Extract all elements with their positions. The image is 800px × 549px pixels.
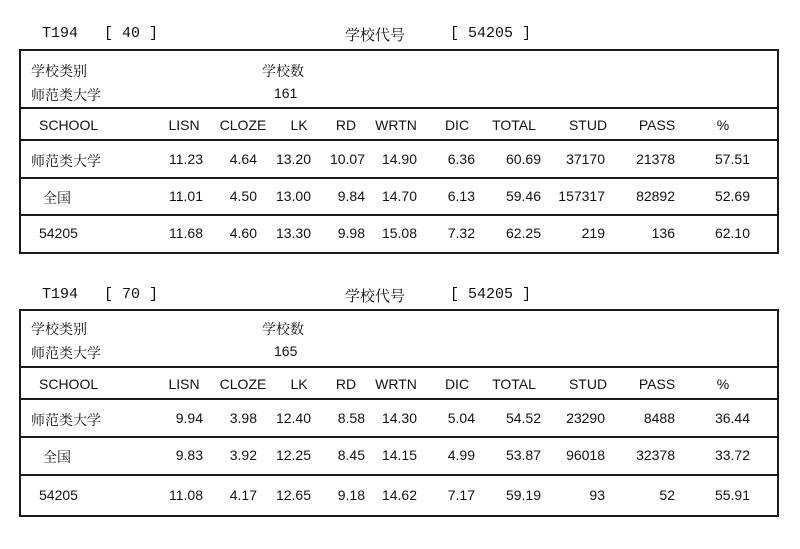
column-header-stud: STUD bbox=[568, 376, 608, 392]
lisn-cell: 9.94 bbox=[175, 410, 203, 426]
count-value: 161 bbox=[274, 85, 298, 101]
cloze-cell: 4.50 bbox=[229, 188, 257, 204]
divider bbox=[21, 107, 777, 109]
column-header-cloze: CLOZE bbox=[219, 376, 267, 392]
stud-cell: 23290 bbox=[566, 410, 605, 426]
stud-cell: 96018 bbox=[566, 447, 605, 463]
percent-cell: 57.51 bbox=[714, 151, 750, 167]
column-header-rd: RD bbox=[335, 376, 357, 392]
wrtn-cell: 14.70 bbox=[381, 188, 417, 204]
category-label: 学校类别 bbox=[31, 63, 87, 79]
wrtn-cell: 15.08 bbox=[381, 225, 417, 241]
lk-cell: 12.65 bbox=[275, 487, 311, 503]
school-cell: 师范类大学 bbox=[31, 153, 101, 169]
dic-cell: 7.32 bbox=[447, 225, 475, 241]
lisn-cell: 9.83 bbox=[175, 447, 203, 463]
pass-cell: 21378 bbox=[636, 151, 675, 167]
school-cell: 全国 bbox=[43, 449, 71, 465]
column-header-lk: LK bbox=[290, 117, 308, 133]
test-code: T194 bbox=[42, 25, 79, 42]
count-value: 165 bbox=[274, 343, 298, 359]
total-cell: 54.52 bbox=[505, 410, 541, 426]
divider bbox=[21, 398, 777, 400]
wrtn-cell: 14.30 bbox=[381, 410, 417, 426]
bracket-code: [ 70 ] bbox=[104, 286, 159, 303]
lk-cell: 13.20 bbox=[275, 151, 311, 167]
rd-cell: 9.98 bbox=[337, 225, 365, 241]
divider bbox=[21, 474, 777, 476]
wrtn-cell: 14.62 bbox=[381, 487, 417, 503]
column-header-lisn: LISN bbox=[168, 117, 200, 133]
report-table bbox=[19, 309, 779, 517]
rd-cell: 8.58 bbox=[337, 410, 365, 426]
count-label: 学校数 bbox=[262, 321, 304, 337]
school-code-value: [ 54205 ] bbox=[450, 25, 532, 42]
category-value: 师范类大学 bbox=[31, 87, 101, 103]
column-header-total: TOTAL bbox=[492, 117, 536, 133]
stud-cell: 93 bbox=[589, 487, 605, 503]
total-cell: 59.46 bbox=[505, 188, 541, 204]
column-header-lisn: LISN bbox=[168, 376, 200, 392]
dic-cell: 4.99 bbox=[447, 447, 475, 463]
wrtn-cell: 14.90 bbox=[381, 151, 417, 167]
pass-cell: 32378 bbox=[636, 447, 675, 463]
column-header-percent: % bbox=[716, 117, 730, 133]
percent-cell: 52.69 bbox=[714, 188, 750, 204]
dic-cell: 6.36 bbox=[447, 151, 475, 167]
lisn-cell: 11.01 bbox=[169, 188, 203, 204]
school-code-label: 学校代号 bbox=[345, 27, 406, 44]
percent-cell: 55.91 bbox=[714, 487, 750, 503]
count-label: 学校数 bbox=[262, 63, 304, 79]
category-value: 师范类大学 bbox=[31, 345, 101, 361]
cloze-cell: 3.98 bbox=[229, 410, 257, 426]
column-header-pass: PASS bbox=[638, 376, 676, 392]
rd-cell: 9.84 bbox=[337, 188, 365, 204]
percent-cell: 62.10 bbox=[714, 225, 750, 241]
divider bbox=[21, 366, 777, 368]
lisn-cell: 11.68 bbox=[169, 225, 203, 241]
cloze-cell: 4.17 bbox=[229, 487, 257, 503]
school-code-label: 学校代号 bbox=[345, 288, 406, 305]
dic-cell: 7.17 bbox=[447, 487, 475, 503]
total-cell: 53.87 bbox=[505, 447, 541, 463]
dic-cell: 5.04 bbox=[447, 410, 475, 426]
pass-cell: 8488 bbox=[643, 410, 675, 426]
column-header-school: SCHOOL bbox=[39, 376, 99, 392]
lisn-cell: 11.23 bbox=[169, 151, 203, 167]
report-table bbox=[19, 49, 779, 254]
stud-cell: 219 bbox=[581, 225, 605, 241]
stud-cell: 157317 bbox=[558, 188, 605, 204]
percent-cell: 33.72 bbox=[714, 447, 750, 463]
divider bbox=[21, 139, 777, 141]
test-code: T194 bbox=[42, 286, 79, 303]
pass-cell: 82892 bbox=[636, 188, 675, 204]
school-cell: 师范类大学 bbox=[31, 412, 101, 428]
school-cell: 全国 bbox=[43, 190, 71, 206]
column-header-total: TOTAL bbox=[492, 376, 536, 392]
column-header-stud: STUD bbox=[568, 117, 608, 133]
category-label: 学校类别 bbox=[31, 321, 87, 337]
divider bbox=[21, 436, 777, 438]
lk-cell: 12.40 bbox=[275, 410, 311, 426]
column-header-wrtn: WRTN bbox=[375, 117, 417, 133]
lk-cell: 13.00 bbox=[275, 188, 311, 204]
rd-cell: 9.18 bbox=[337, 487, 365, 503]
wrtn-cell: 14.15 bbox=[381, 447, 417, 463]
lisn-cell: 11.08 bbox=[169, 487, 203, 503]
rd-cell: 8.45 bbox=[337, 447, 365, 463]
column-header-dic: DIC bbox=[444, 376, 470, 392]
bracket-code: [ 40 ] bbox=[104, 25, 159, 42]
column-header-cloze: CLOZE bbox=[219, 117, 267, 133]
column-header-school: SCHOOL bbox=[39, 117, 99, 133]
lk-cell: 13.30 bbox=[275, 225, 311, 241]
percent-cell: 36.44 bbox=[714, 410, 750, 426]
school-cell: 54205 bbox=[39, 487, 78, 503]
school-code-value: [ 54205 ] bbox=[450, 286, 532, 303]
column-header-pass: PASS bbox=[638, 117, 676, 133]
column-header-percent: % bbox=[716, 376, 730, 392]
total-cell: 59.19 bbox=[505, 487, 541, 503]
divider bbox=[21, 177, 777, 179]
total-cell: 62.25 bbox=[505, 225, 541, 241]
pass-cell: 52 bbox=[659, 487, 675, 503]
rd-cell: 10.07 bbox=[329, 151, 365, 167]
total-cell: 60.69 bbox=[505, 151, 541, 167]
school-cell: 54205 bbox=[39, 225, 78, 241]
column-header-rd: RD bbox=[335, 117, 357, 133]
dic-cell: 6.13 bbox=[447, 188, 475, 204]
stud-cell: 37170 bbox=[566, 151, 605, 167]
divider bbox=[21, 214, 777, 216]
lk-cell: 12.25 bbox=[275, 447, 311, 463]
column-header-dic: DIC bbox=[444, 117, 470, 133]
column-header-lk: LK bbox=[290, 376, 308, 392]
cloze-cell: 3.92 bbox=[229, 447, 257, 463]
column-header-wrtn: WRTN bbox=[375, 376, 417, 392]
cloze-cell: 4.60 bbox=[229, 225, 257, 241]
pass-cell: 136 bbox=[651, 225, 675, 241]
cloze-cell: 4.64 bbox=[229, 151, 257, 167]
